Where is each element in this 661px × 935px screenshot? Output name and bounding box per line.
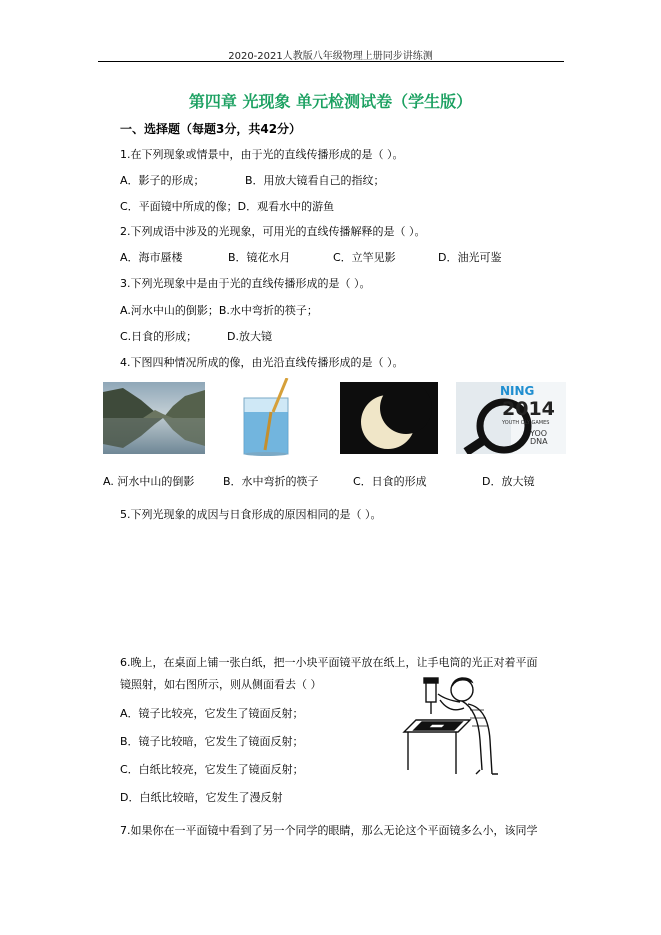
q3-stem: 3.下列光现象中是由于光的直线传播形成的是（ ）。 — [120, 277, 371, 290]
magnifier-image — [456, 382, 566, 454]
magnifier-year-text: 2014 — [502, 398, 555, 420]
chopstick-glass-image — [241, 378, 291, 456]
section-heading: 一、选择题（每题3分，共42分） — [120, 122, 302, 136]
magnifier-top-text: NING — [500, 384, 535, 398]
q6-stem-line1: 6.晚上，在桌面上铺一张白纸，把一小块平面镜平放在纸上，让手电筒的光正对着平面 — [120, 656, 538, 669]
q2-option-d: D．油光可鉴 — [438, 251, 502, 264]
q5-stem: 5.下列光现象的成因与日食形成的原因相同的是（ ）。 — [120, 508, 382, 521]
q1-stem: 1.在下列现象或情景中，由于光的直线传播形成的是（ ）。 — [120, 148, 404, 161]
q6-stem-line2: 镜照射，如右图所示，则从侧面看去（ ） — [120, 678, 322, 691]
q6-option-d: D．白纸比较暗，它发生了漫反射 — [120, 791, 283, 804]
q6-option-a: A．镜子比较亮，它发生了镜面反射； — [120, 707, 304, 720]
header-rule — [98, 61, 564, 62]
q2-stem: 2.下列成语中涉及的光现象，可用光的直线传播解释的是（ ）。 — [120, 225, 426, 238]
q6-option-b: B．镜子比较暗，它发生了镜面反射； — [120, 735, 304, 748]
q3-option-d: D.放大镜 — [227, 330, 272, 343]
q6-option-c: C．白纸比较亮，它发生了镜面反射； — [120, 763, 304, 776]
q4-option-a: A. 河水中山的倒影 — [103, 475, 195, 488]
q1-option-a: A．影子的形成； — [120, 174, 205, 187]
q7-stem: 7.如果你在一平面镜中看到了另一个同学的眼睛，那么无论这个平面镜多么小，该同学 — [120, 824, 538, 837]
q1-option-b: B．用放大镜看自己的指纹； — [245, 174, 385, 187]
q4-option-c: C．日食的形成 — [353, 475, 427, 488]
q4-stem: 4.下图四种情况所成的像，由光沿直线传播形成的是（ ）。 — [120, 356, 404, 369]
q2-option-b: B．镜花水月 — [228, 251, 291, 264]
magnifier-side-text: YOO DNA — [530, 429, 548, 446]
solar-eclipse-image — [340, 382, 438, 454]
flashlight-experiment-illustration — [400, 670, 500, 776]
q4-option-d: D．放大镜 — [482, 475, 535, 488]
page-header: 2020-2021人教版八年级物理上册同步讲练测 — [228, 51, 433, 62]
q2-option-c: C．立竿见影 — [333, 251, 396, 264]
page-title: 第四章 光现象 单元检测试卷（学生版） — [188, 92, 473, 111]
magnifier-sub-text: YOUTH OLY GAMES — [502, 420, 550, 426]
q2-option-a: A．海市蜃楼 — [120, 251, 183, 264]
q1-option-cd: C．平面镜中所成的像；D．观看水中的游鱼 — [120, 200, 335, 213]
q3-option-c: C.日食的形成； — [120, 330, 198, 343]
q4-option-b: B．水中弯折的筷子 — [223, 475, 319, 488]
mountain-reflection-image — [103, 382, 205, 454]
q3-option-ab: A.河水中山的倒影；B.水中弯折的筷子； — [120, 304, 318, 317]
